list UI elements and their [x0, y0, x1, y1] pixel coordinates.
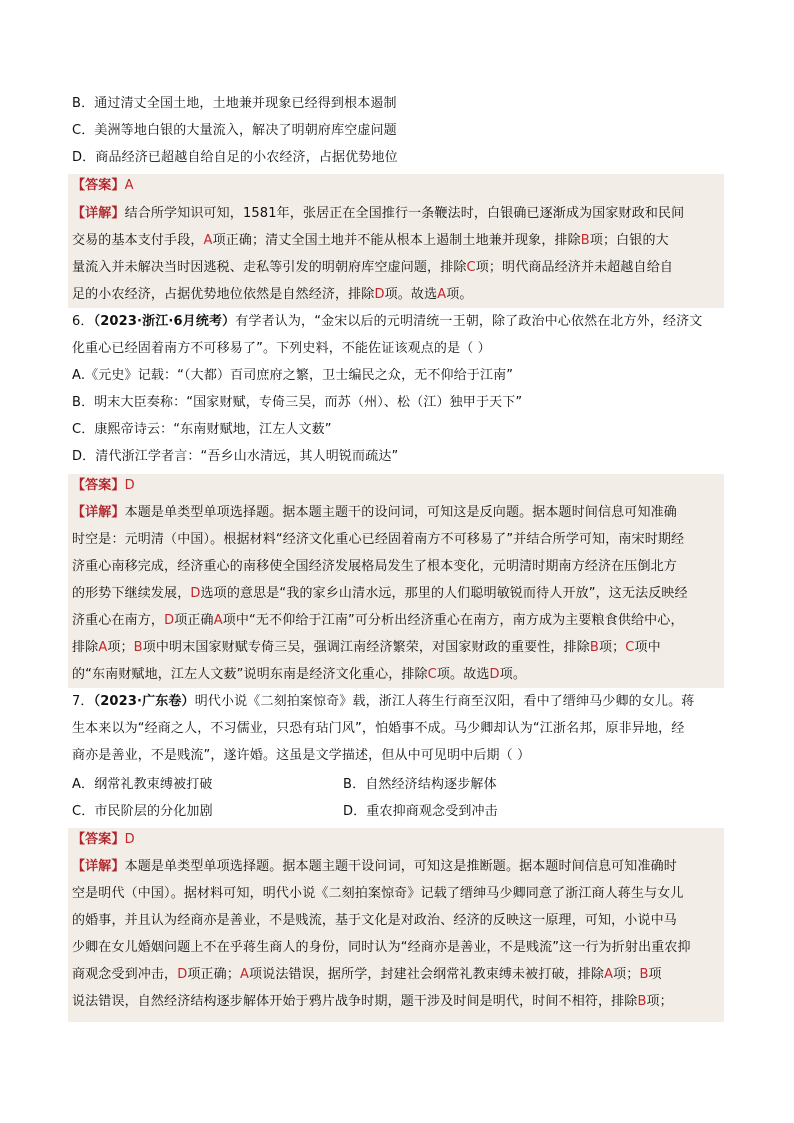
prev-option-c: C．美洲等地白银的大量流入，解决了明朝府库空虚问题 [72, 123, 397, 138]
q7-detail-line-2 [72, 886, 684, 902]
detail-text: 项； [646, 994, 673, 1009]
q7-stem-line-2: 生本来以为“经商之人，不习儒业，只恐有玷门风”，怕婚事不成。马少卿却认为“江浙名邦，原非异地，经 [72, 721, 685, 736]
detail-text: 时空是：元明清（中国）。根据材料“经济文化重心已经固着南方不可移易了”并结合所学可知，南宋时期经 [72, 532, 685, 547]
prev-detail-line-4 [72, 287, 473, 303]
detail-text: 商观念受到冲击， [72, 967, 178, 982]
option-ref: C [427, 667, 437, 682]
detail-text: 项；明代商品经济并未超越自给自 [475, 260, 674, 275]
answer-value: D [124, 478, 135, 493]
option-ref: D [164, 613, 175, 628]
detail-text: 项中“无不仰给于江南”可分析出经济重心在南方，南方成为主要粮食供给中心， [222, 613, 684, 628]
detail-text: 交易的基本支付手段， [72, 233, 204, 248]
option-ref: C [625, 640, 635, 655]
question-source: （2023·浙江·6月统考） [93, 314, 236, 329]
prev-option-b: B．通过清丈全国土地，土地兼并现象已经得到根本遏制 [72, 96, 397, 111]
answer-label: 【答案】 [72, 478, 125, 493]
q7-stem-line-3: 商亦是善业，不是贱流”，遂许婚。这虽是文学描述，但从中可见明中后期（ ） [72, 748, 531, 763]
option-ref: B [580, 233, 590, 248]
q7-detail-line-3 [72, 913, 677, 929]
detail-text: 项中 [634, 640, 661, 655]
option-ref: B [133, 640, 143, 655]
detail-text: 项。故选 [436, 667, 490, 682]
detail-text: 结合所学知识可知，1581年，张居正在全国推行一条鞭法时，白银确已逐渐成为国家财政和民间 [124, 206, 685, 221]
detail-text: 空是明代（中国）。据材料可知，明代小说《二刻拍案惊奇》记载了缙绅马少卿同意了浙江商人蒋生与女儿 [72, 886, 684, 901]
detail-label: 【详解】 [72, 505, 125, 520]
detail-text: 项。故选 [384, 287, 438, 302]
detail-text: 项； [613, 967, 640, 982]
option-ref: D [177, 967, 188, 982]
question-number: 7． [72, 694, 94, 709]
q7-detail-line-1 [72, 859, 677, 875]
detail-text: 项；白银的大 [589, 233, 669, 248]
q6-detail-line-1 [72, 505, 677, 521]
answer-label: 【答案】 [72, 832, 125, 847]
detail-text: 项说法错误，据所学，封建社会纲常礼教束缚未被打破，排除 [249, 967, 605, 982]
detail-text: 量流入并未解决当时因逃税、走私等引发的明朝府库空虚问题，排除 [72, 260, 467, 275]
detail-text: 的“东南财赋地，江左人文薮”说明东南是经济文化重心，排除 [72, 667, 428, 682]
detail-text: 的婚事，并且认为经商亦是善业，不是贱流，基于文化是对政治、经济的反映这一原理，可知，小说中马 [72, 913, 677, 928]
option-ref: A [604, 967, 614, 982]
question-number: 6． [72, 314, 94, 329]
q6-option-b: B．明末大臣奏称：“国家财赋，专倚三吴，而苏（州）、松（江）独甲于天下” [72, 395, 523, 410]
q7-option-d: D．重农抑商观念受到冲击 [343, 804, 498, 819]
q7-detail-line-4 [72, 940, 691, 956]
q6-detail-line-2 [72, 532, 684, 548]
option-ref: D [374, 287, 385, 302]
detail-text: 足的小农经济，占据优势地位依然是自然经济，排除 [72, 287, 375, 302]
answer-label: 【答案】 [72, 178, 125, 193]
q6-detail-line-3 [72, 559, 677, 575]
detail-label: 【详解】 [72, 859, 125, 874]
detail-text: 济重心在南方， [72, 613, 165, 628]
q6-stem-line-2: 化重心已经固着南方不可移易了”。下列史料，不能佐证该观点的是（ ） [72, 341, 491, 356]
prev-detail-line-3 [72, 260, 673, 276]
q6-detail-line-6 [72, 640, 661, 656]
option-ref: D [489, 667, 500, 682]
q6-option-c: C．康熙帝诗云：“东南财赋地，江左人文薮” [72, 422, 332, 437]
q6-detail-line-4 [72, 586, 688, 602]
option-ref: A [203, 233, 213, 248]
detail-text: 选项的意思是“我的家乡山清水远，那里的人们聪明敏锐而待人开放”，这无法反映经 [200, 586, 688, 601]
detail-text: 项中明末国家财赋专倚三吴，强调江南经济繁荣，对国家财政的重要性，排除 [142, 640, 590, 655]
detail-text: 项。 [446, 287, 473, 302]
q7-option-c: C．市民阶层的分化加剧 [72, 804, 213, 819]
q6-stem-line-1 [72, 314, 702, 330]
prev-detail-line-2 [72, 233, 669, 249]
q7-detail-line-6 [72, 994, 673, 1010]
q7-option-b: B．自然经济结构逐步解体 [343, 777, 497, 792]
prev-option-d: D．商品经济已超越自给自足的小农经济，占据优势地位 [72, 150, 398, 165]
detail-text: 的形势下继续发展， [72, 586, 191, 601]
q6-option-a: A.《元史》记载：“（大都）百司庶府之繁，卫士编民之众，无不仰给于江南” [72, 368, 514, 383]
detail-text: 项正确； [187, 967, 240, 982]
q7-stem-line-1 [72, 694, 694, 710]
detail-text: 排除 [72, 640, 99, 655]
option-ref: A [239, 967, 250, 982]
option-ref: A [437, 287, 447, 302]
option-ref: A [98, 640, 108, 655]
detail-text: 济重心南移完成，经济重心的南移使全国经济发展格局发生了根本变化，元明清时期南方经济在压倒北方 [72, 559, 677, 574]
detail-text: 本题是单类型单项选择题。据本题主题干设问词，可知这是推断题。据本题时间信息可知准确时 [124, 859, 677, 874]
option-ref: B [639, 967, 649, 982]
q7-options-row-1 [72, 777, 213, 793]
detail-text: 项正确；清丈全国土地并不能从根本上遏制土地兼并现象，排除 [212, 233, 581, 248]
detail-text: 项正确 [174, 613, 214, 628]
option-ref: D [190, 586, 201, 601]
option-ref: A [213, 613, 223, 628]
option-ref: B [637, 994, 647, 1009]
q7-answer-line [72, 832, 135, 848]
q6-detail-line-7 [72, 667, 526, 683]
q6-option-d: D．清代浙江学者言：“吾乡山水清远，其人明锐而疏达” [72, 449, 399, 464]
detail-text: 少卿在女儿婚姻问题上不在乎蒋生商人的身份，同时认为“经商亦是善业，不是贱流”这一行为折射出重农抑 [72, 940, 691, 955]
prev-answer-line [72, 178, 134, 194]
detail-text: 项。 [499, 667, 526, 682]
option-ref: C [466, 260, 476, 275]
option-ref: B [589, 640, 599, 655]
question-source: （2023·广东卷） [93, 694, 195, 709]
q6-answer-line [72, 478, 135, 494]
question-stem: 有学者认为，“金宋以后的元明清统一王朝，除了政治中心依然在北方外，经济文 [235, 314, 703, 329]
answer-value: D [124, 832, 135, 847]
q7-option-a: A．纲常礼教束缚被打破 [72, 777, 213, 792]
detail-text: 说法错误，自然经济结构逐步解体开始于鸦片战争时期，题干涉及时间是明代，时间不相符，排除 [72, 994, 638, 1009]
q7-options-row-2 [72, 804, 213, 820]
detail-text: 项 [648, 967, 662, 982]
question-stem: 明代小说《二刻拍案惊奇》载，浙江人蒋生行商至汉阳，看中了缙绅马少卿的女儿。蒋 [194, 694, 695, 709]
q7-detail-line-5 [72, 967, 662, 983]
detail-text: 项； [107, 640, 134, 655]
detail-text: 项； [598, 640, 626, 655]
prev-detail-line-1 [72, 206, 684, 222]
detail-text: 本题是单类型单项选择题。据本题主题干的设问词，可知这是反向题。据本题时间信息可知准确 [124, 505, 677, 520]
q6-detail-line-5 [72, 613, 684, 629]
answer-value: A [124, 178, 134, 193]
detail-label: 【详解】 [72, 206, 125, 221]
